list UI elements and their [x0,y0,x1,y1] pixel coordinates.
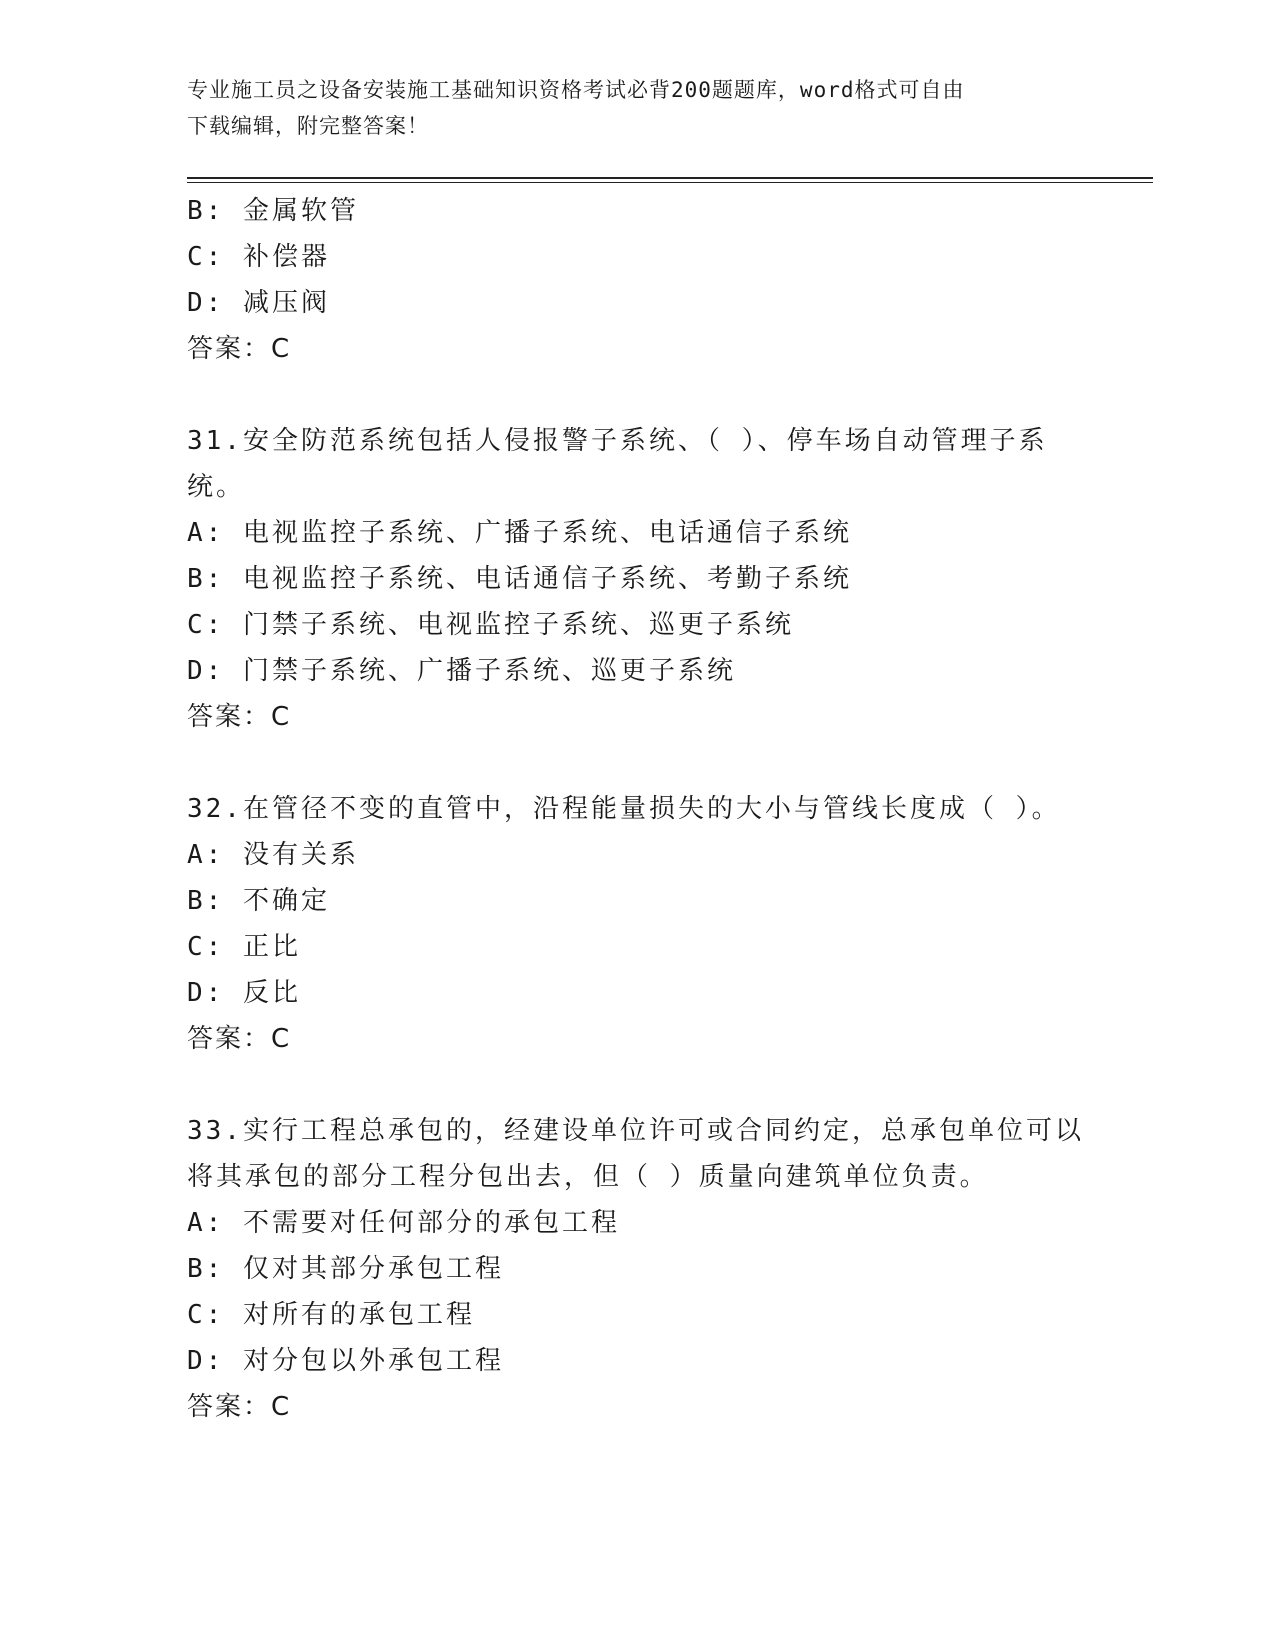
spacer [187,372,1087,418]
question-stem: 32.在管径不变的直管中，沿程能量损失的大小与管线长度成（ ）。 [187,794,1061,824]
header-line-2: 下载编辑，附完整答案！ [187,114,429,138]
spacer [187,1062,1087,1108]
option-a: A: 电视监控子系统、广播子系统、电话通信子系统 [187,518,852,548]
option-b: B: 电视监控子系统、电话通信子系统、考勤子系统 [187,564,852,594]
question-block-32 [187,786,1087,1062]
header-rule-thin [187,182,1153,183]
option-b: B: 仅对其部分承包工程 [187,1254,504,1284]
question-block-31 [187,418,1087,740]
question-list [187,188,1087,1430]
question-stem-continued: 将其承包的部分工程分包出去，但（ ）质量向建筑单位负责。 [187,1162,989,1192]
question-stem-continued: 统。 [187,472,246,502]
option-d: D: 反比 [187,978,301,1008]
question-block-33 [187,1108,1087,1430]
option-b: B: 金属软管 [187,196,359,226]
answer-line: 答案：C [187,1024,292,1054]
option-c: C: 门禁子系统、电视监控子系统、巡更子系统 [187,610,794,640]
option-d: D: 减压阀 [187,288,330,318]
option-c: C: 正比 [187,932,301,962]
question-stem: 33.实行工程总承包的，经建设单位许可或合同约定，总承包单位可以 [187,1116,1084,1146]
header-rule-thick [187,177,1153,179]
option-c: C: 对所有的承包工程 [187,1300,475,1330]
question-stem: 31.安全防范系统包括人侵报警子系统、（ ）、停车场自动管理子系 [187,426,1048,456]
option-a: A: 没有关系 [187,840,359,870]
question-block-30 [187,188,1087,372]
answer-line: 答案：C [187,334,292,364]
option-a: A: 不需要对任何部分的承包工程 [187,1208,620,1238]
option-d: D: 门禁子系统、广播子系统、巡更子系统 [187,656,736,686]
option-d: D: 对分包以外承包工程 [187,1346,504,1376]
answer-line: 答案：C [187,1392,292,1422]
option-c: C: 补偿器 [187,242,330,272]
document-header [187,72,1087,144]
spacer [187,740,1087,786]
answer-line: 答案：C [187,702,292,732]
header-line-1: 专业施工员之设备安装施工基础知识资格考试必背200题题库，word格式可自由 [187,78,965,102]
option-b: B: 不确定 [187,886,330,916]
